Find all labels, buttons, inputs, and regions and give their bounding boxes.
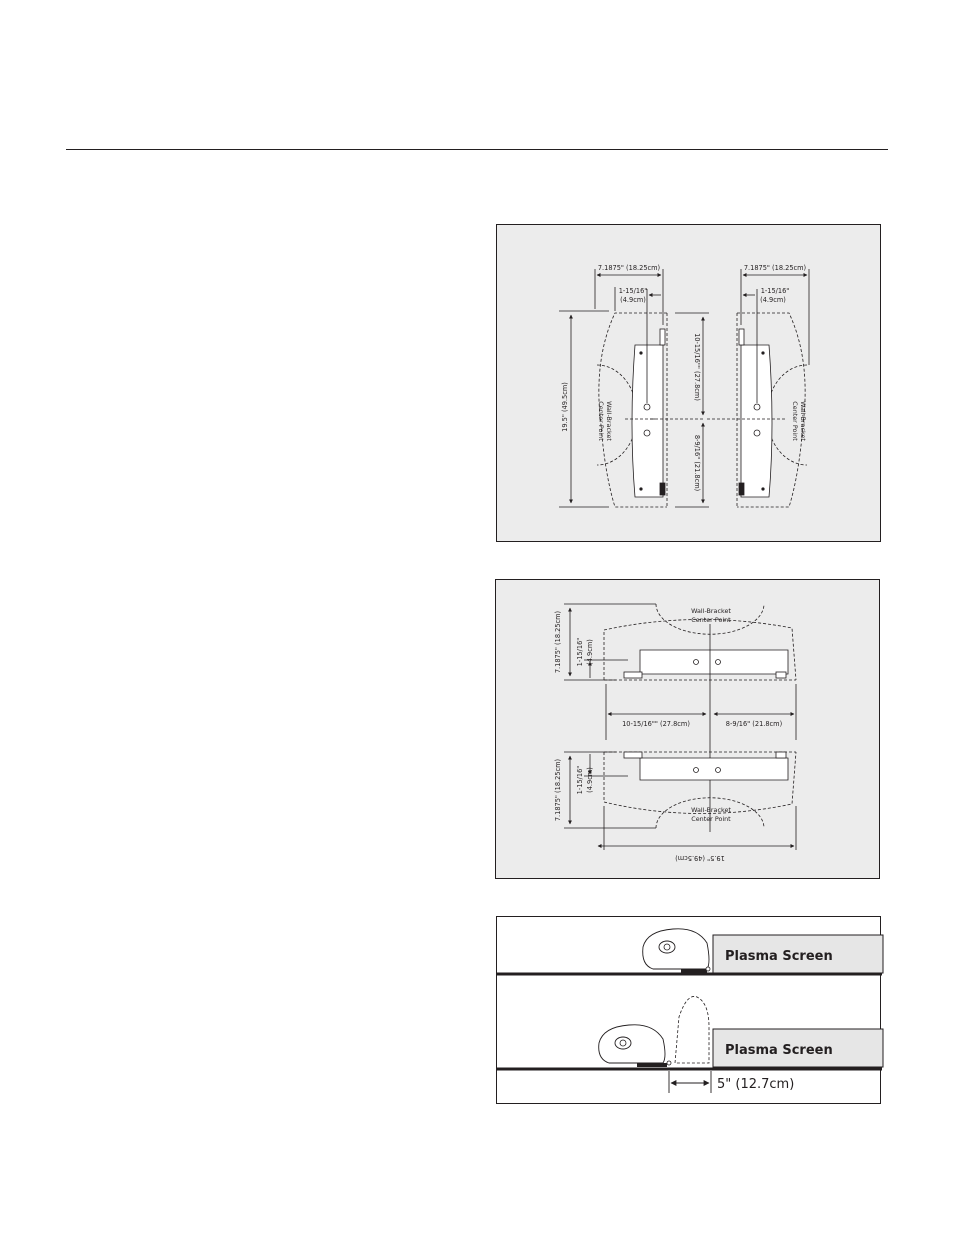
center-label-bottom-1: Wall-Bracket [691,806,731,814]
center-label-top-1: Wall-Bracket [691,607,731,615]
offset-label-right-1: 1-15/16" [760,287,790,295]
height-label-bottom: 7.1875" (18.25cm) [554,758,562,822]
vertical-mount-diagram [496,224,881,542]
height-label-top: 7.1875" (18.25cm) [554,610,562,674]
header-rule [66,149,888,150]
offset-label-left-2: (4.9cm) [620,296,646,304]
upper-label: 10-15/16"" (27.8cm) [693,333,701,401]
center-label-right-1: Wall-Bracket [799,401,807,441]
figure2-labels [554,607,782,862]
center-label-left-2: Center Point [597,401,605,441]
lower-label: 8-9/16" (21.8cm) [693,434,701,492]
height-label: 19.5" (49.5cm) [561,382,569,432]
offset-label-top-2: (4.9cm) [586,639,594,665]
left-template [559,269,709,507]
right-template [707,269,809,507]
screen-label-bottom: Plasma Screen [725,1043,833,1058]
offset-label-right-2: (4.9cm) [760,296,786,304]
horizontal-mount-svg [496,580,881,880]
center-label-left-1: Wall-Bracket [605,401,613,441]
clearance-svg [497,917,882,1105]
screen-label-top: Plasma Screen [725,949,833,964]
clearance-label: 5" (12.7cm) [717,1077,795,1092]
right-label: 8-9/16" (21.8cm) [725,720,783,728]
top-template [604,604,796,832]
center-label-bottom-2: Center Point [691,815,731,823]
projector-tilted-outline [675,996,709,1063]
projector-top [643,929,709,969]
clearance-diagram [496,916,881,1104]
projector-bottom [599,1025,665,1063]
bottom-scene [497,996,883,1093]
vertical-mount-svg [497,225,882,543]
width-label-left: 7.1875" (18.25cm) [597,264,661,272]
center-label-top-2: Center Point [691,616,731,624]
width-label: 19.5" (49.5cm) [675,854,725,862]
left-label: 10-15/16"" (27.8cm) [622,720,690,728]
width-label-right: 7.1875" (18.25cm) [743,264,807,272]
top-scene [497,929,883,974]
offset-label-top-1: 1-15/16" [576,637,584,667]
offset-label-bottom-2: (4.9cm) [586,767,594,793]
horizontal-mount-diagram [495,579,880,879]
offset-label-left-1: 1-15/16" [618,287,648,295]
offset-label-bottom-1: 1-15/16" [576,765,584,795]
center-label-right-2: Center Point [791,401,799,441]
